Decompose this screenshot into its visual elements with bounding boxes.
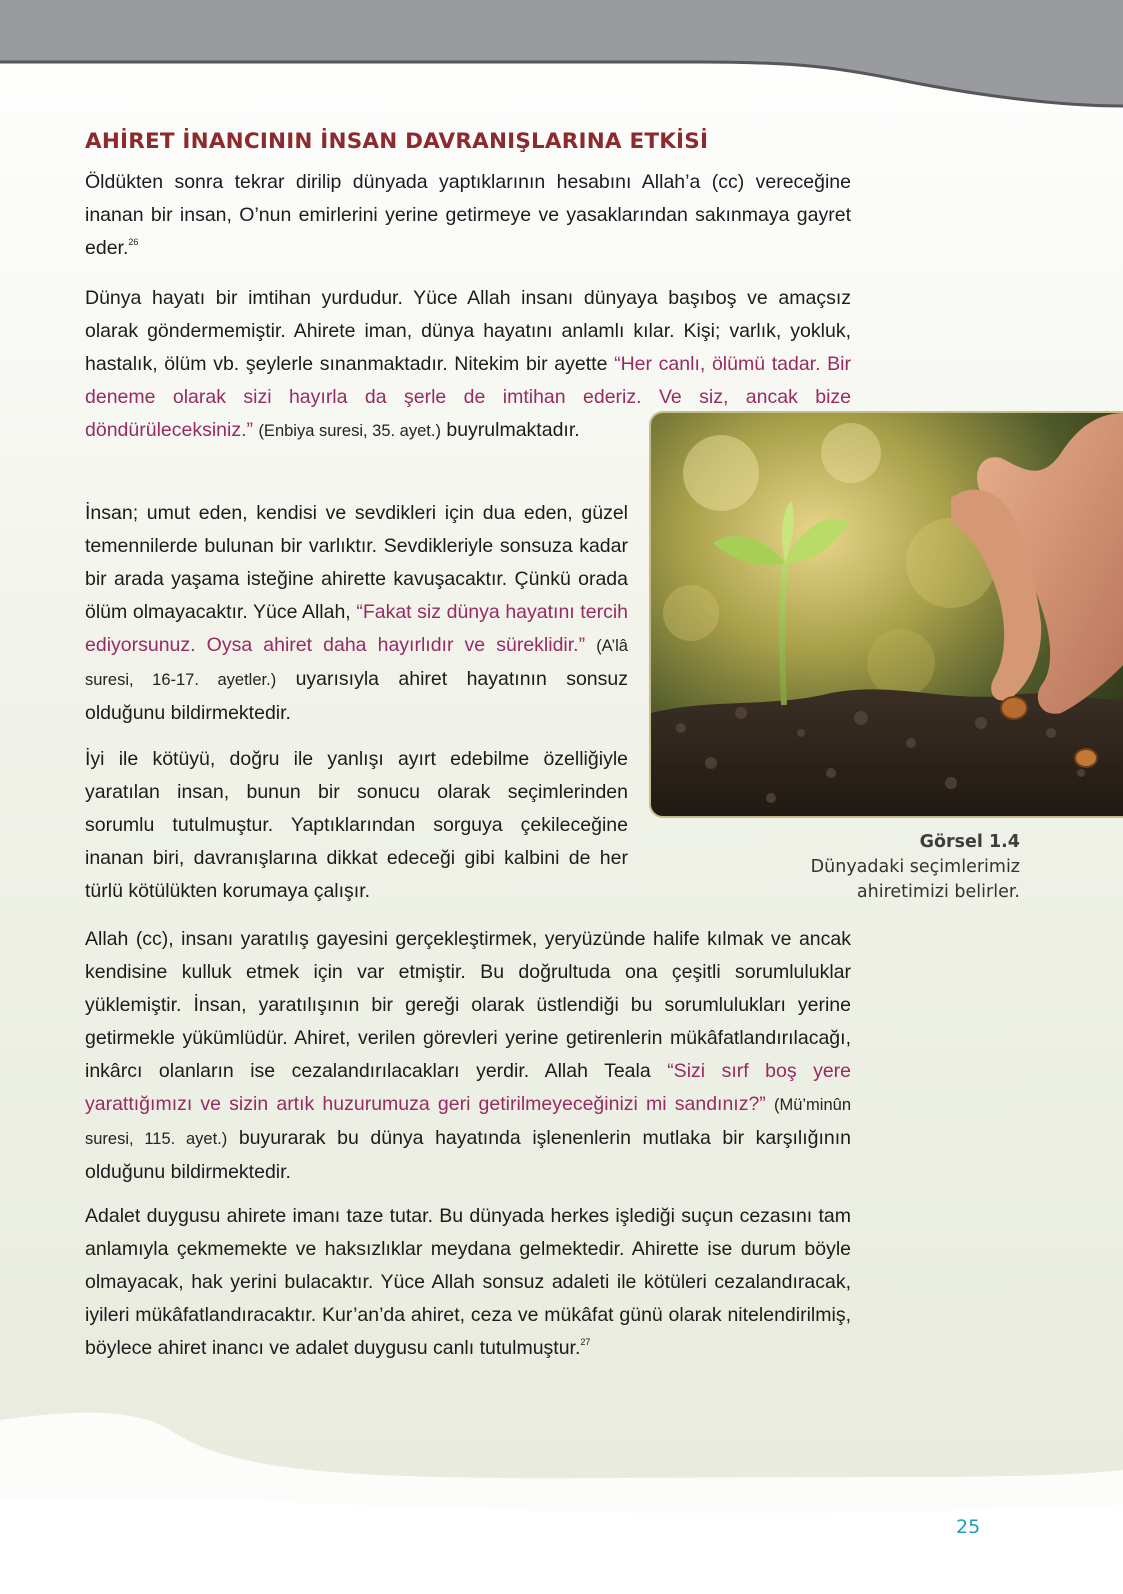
bokeh-light xyxy=(821,423,881,483)
paragraph-1 xyxy=(85,166,851,265)
reference-muminun: (Mü’minûn suresi, 115. ayet.) xyxy=(85,1096,851,1148)
paragraph-6 xyxy=(85,1200,851,1365)
bottom-wave-2 xyxy=(0,1498,1123,1594)
paragraph-5-tail: buyurarak bu dünya hayatında işlenenlerin mutlaka bir karşılığının olduğunu bildirmektedir. xyxy=(85,1127,852,1183)
paragraph-1-text: Öldükten sonra tekrar dirilip dünyada yaptıklarının hesabını Allah’a (cc) vereceğine inanan bir insan, O’nun emirlerini yerine getirmeye ve yasaklarından sakınmaya gayret eder. xyxy=(85,171,851,259)
reference-enbiya: (Enbiya suresi, 35. ayet.) xyxy=(258,422,441,440)
quote-muminun: “Sizi sırf boş yere yarattığımızı ve sizin artık huzurumuza geri getirilmeyeceğinizi mi sandınız?” xyxy=(85,1060,852,1115)
figure-caption-line-2: ahiretimizi belirler. xyxy=(856,882,1020,902)
paragraph-2-text: Dünya hayatı bir imtihan yurdudur. Yüce Allah insanı dünyaya başıboş ve amaçsız olarak göndermemiştir. Ahirete iman, dünya hayatını anlamlı kılar. Kişi; varlık, yokluk, hastalık, ölüm vb. şeylerle sınanmaktadır. Nitekim bir ayette xyxy=(85,287,851,375)
paragraph-4 xyxy=(85,743,628,908)
page-number: 25 xyxy=(956,1516,981,1538)
quote-ala: “Fakat siz dünya hayatını tercih ediyorsunuz. Oysa ahiret daha hayırlıdır ve süreklidir.” xyxy=(85,601,628,656)
seedling-stem xyxy=(782,563,785,705)
paragraph-4-text: İyi ile kötüyü, doğru ile yanlışı ayırt edebilme özelliğiyle yaratılan insan, bunun bir sonucu olarak seçimlerinden sorumlu tutulmuştur. Yaptıklarından sorguya çekileceğine inanan biri, davranışlarına dikkat edeceği gibi kalbini de her türlü kötülükten korumaya çalışır. xyxy=(85,748,628,902)
figure-number: Görsel 1.4 xyxy=(919,832,1020,852)
footnote-26: 26 xyxy=(128,237,139,247)
figure-caption xyxy=(811,830,1020,905)
reference-ala: (A’lâ suresi, 16-17. ayetler.) xyxy=(85,637,628,689)
paragraph-2-tail: buyrulmaktadır. xyxy=(440,419,580,441)
figure-seedling-photo xyxy=(649,411,1123,818)
figure-caption-line-1: Dünyadaki seçimlerimiz xyxy=(810,857,1020,877)
bokeh-light xyxy=(663,585,719,641)
paragraph-3-text: İnsan; umut eden, kendisi ve sevdikleri için dua eden, güzel temennilerde bulunan bir varlıktır. Sevdikleriyle sonsuza kadar bir arada yaşama isteğine ahirette kavuşacaktır. Çünkü orada ölüm olmayacaktır. Yüce Allah, xyxy=(85,502,628,623)
paragraph-5 xyxy=(85,923,851,1189)
bokeh-light xyxy=(683,435,759,511)
paragraph-3 xyxy=(85,497,628,730)
section-title: AHİRET İNANCININ İNSAN DAVRANIŞLARINA ETKİSİ xyxy=(85,129,709,154)
bokeh-light xyxy=(867,629,935,697)
quote-enbiya: “Her canlı, ölümü tadar. Bir deneme olarak sizi hayırla da şerle de imtihan ederiz. Ve siz, ancak bize döndürüleceksiniz.” xyxy=(85,353,851,441)
paragraph-3-tail: uyarısıyla ahiret hayatının sonsuz olduğunu bildirmektedir. xyxy=(85,668,628,724)
seed-on-soil xyxy=(1075,749,1097,767)
footnote-27: 27 xyxy=(580,1337,591,1347)
seed-in-hand xyxy=(1001,697,1027,719)
paragraph-5-text: Allah (cc), insanı yaratılış gayesini gerçekleştirmek, yeryüzünde halife kılmak ve ancak kendisine kulluk etmek için var etmiştir. Bu doğrultuda ona çeşitli sorumluluklar yüklemiştir. İnsan, yaratılışının bir gereği olarak üstlendiği bu sorumlulukları yerine getirmekle yükümlüdür. Ahiret, verilen görevleri yerine getirenlerin mükâfatlandırılacağı, inkârcı olanların ise cezalandırılacakları yerdir. Allah Teala xyxy=(85,928,851,1082)
paragraph-6-text: Adalet duygusu ahirete imanı taze tutar. Bu dünyada herkes işlediği suçun cezasını tam anlamıyla çekmemekte ve haksızlıklar meydana gelmektedir. Ahirette ise durum böyle olmayacak, hak yerini bulacaktır. Yüce Allah sonsuz adaleti ile kötüleri cezalandıracak, iyileri mükâfatlandıracaktır. Kur’an’da ahiret, ceza ve mükâfat günü olarak nitelendirilmiş, böylece ahiret inancı ve adalet duygusu canlı tutulmuştur. xyxy=(85,1205,851,1359)
